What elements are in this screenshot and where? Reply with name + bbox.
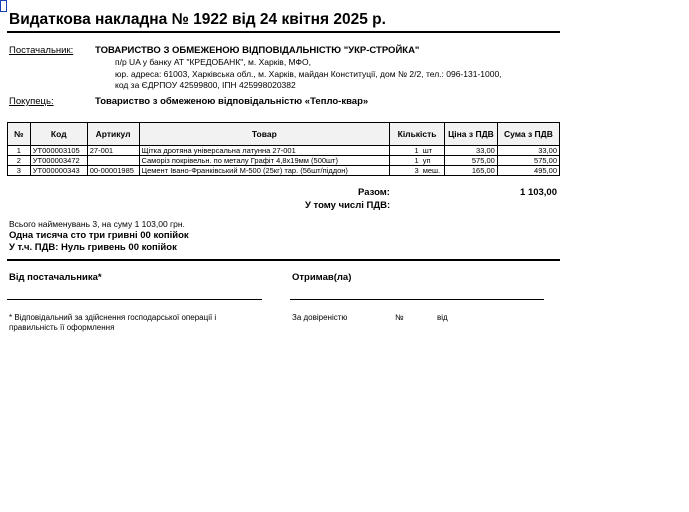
col-product: Товар	[139, 123, 390, 146]
row-unit: шт	[421, 146, 445, 156]
supplier-address: юр. адреса: 61003, Харківська обл., м. Харків, майдан Конституції, дом № 2/2, тел.: 096-131-1000,	[115, 69, 502, 79]
page-title: Видаткова накладна № 1922 від 24 квітня 2025 р.	[9, 11, 386, 28]
col-qty: Кількість	[390, 123, 445, 146]
summary-words: Одна тисяча сто три гривні 00 копійок	[9, 230, 189, 241]
row-code: УТ000003472	[30, 156, 87, 166]
row-sum: 575,00	[497, 156, 559, 166]
row-product: Саморіз покрівельн. по металу Графіт 4,8х19мм (500шт)	[139, 156, 390, 166]
row-price: 33,00	[445, 146, 498, 156]
col-price: Ціна з ПДВ	[445, 123, 498, 146]
row-num: 1	[8, 146, 31, 156]
table-row	[8, 166, 560, 176]
responsible-note-line2: правильність її оформлення	[9, 323, 115, 332]
row-qty: 1	[390, 146, 421, 156]
responsible-note-line1: * Відповідальний за здійснення господарської операції і	[9, 313, 217, 322]
summary-count: Всього найменувань 3, на суму 1 103,00 грн.	[9, 219, 185, 229]
supplier-signature-title: Від постачальника*	[9, 272, 102, 283]
proxy-date-label: від	[437, 313, 448, 322]
title-divider	[7, 31, 560, 33]
row-num: 3	[8, 166, 31, 176]
row-unit: меш.	[421, 166, 445, 176]
buyer-label: Покупець:	[9, 96, 54, 107]
table-header-row	[8, 123, 560, 146]
corner-marker	[0, 0, 7, 12]
row-price: 165,00	[445, 166, 498, 176]
row-code: УТ000003105	[30, 146, 87, 156]
receiver-signature-title: Отримав(ла)	[292, 272, 352, 283]
supplier-name: ТОВАРИСТВО З ОБМЕЖЕНОЮ ВІДПОВІДАЛЬНІСТЮ "УКР-СТРОЙКА"	[95, 45, 420, 56]
receiver-signature-line	[290, 299, 544, 300]
row-num: 2	[8, 156, 31, 166]
supplier-bank: п/р UA у банку АТ "КРЕДОБАНК", м. Харків, МФО,	[115, 57, 311, 67]
vat-label: У тому числі ПДВ:	[305, 200, 391, 211]
row-code: УТ000000343	[30, 166, 87, 176]
total-value: 1 103,00	[520, 187, 557, 198]
table-row	[8, 156, 560, 166]
supplier-codes: код за ЄДРПОУ 42599800, ІПН 425998020382	[115, 80, 296, 90]
total-label: Разом:	[358, 187, 390, 198]
col-sum: Сума з ПДВ	[497, 123, 559, 146]
row-product: Щітка дротяна універсальна латунна 27-001	[139, 146, 390, 156]
col-article: Артикул	[87, 123, 139, 146]
supplier-signature-line	[7, 299, 262, 300]
proxy-label: За довіреністю	[292, 313, 348, 322]
row-article: 00-00001985	[87, 166, 139, 176]
row-sum: 33,00	[497, 146, 559, 156]
row-article	[87, 156, 139, 166]
buyer-name: Товариство з обмеженою відповідальністю «Тепло-квар»	[95, 96, 369, 107]
col-code: Код	[30, 123, 87, 146]
row-qty: 3	[390, 166, 421, 176]
row-unit: уп	[421, 156, 445, 166]
row-product: Цемент Івано-Франківський М-500 (25кг) тар. (56шт/піддон)	[139, 166, 390, 176]
row-sum: 495,00	[497, 166, 559, 176]
items-table	[7, 122, 560, 176]
row-price: 575,00	[445, 156, 498, 166]
row-qty: 1	[390, 156, 421, 166]
proxy-number-label: №	[395, 313, 404, 322]
row-article: 27-001	[87, 146, 139, 156]
summary-divider	[7, 259, 560, 261]
table-row	[8, 146, 560, 156]
col-num: №	[8, 123, 31, 146]
responsible-note	[9, 313, 216, 333]
summary-vat-words: У т.ч. ПДВ: Нуль гривень 00 копійок	[9, 242, 177, 253]
supplier-label: Постачальник:	[9, 45, 74, 56]
